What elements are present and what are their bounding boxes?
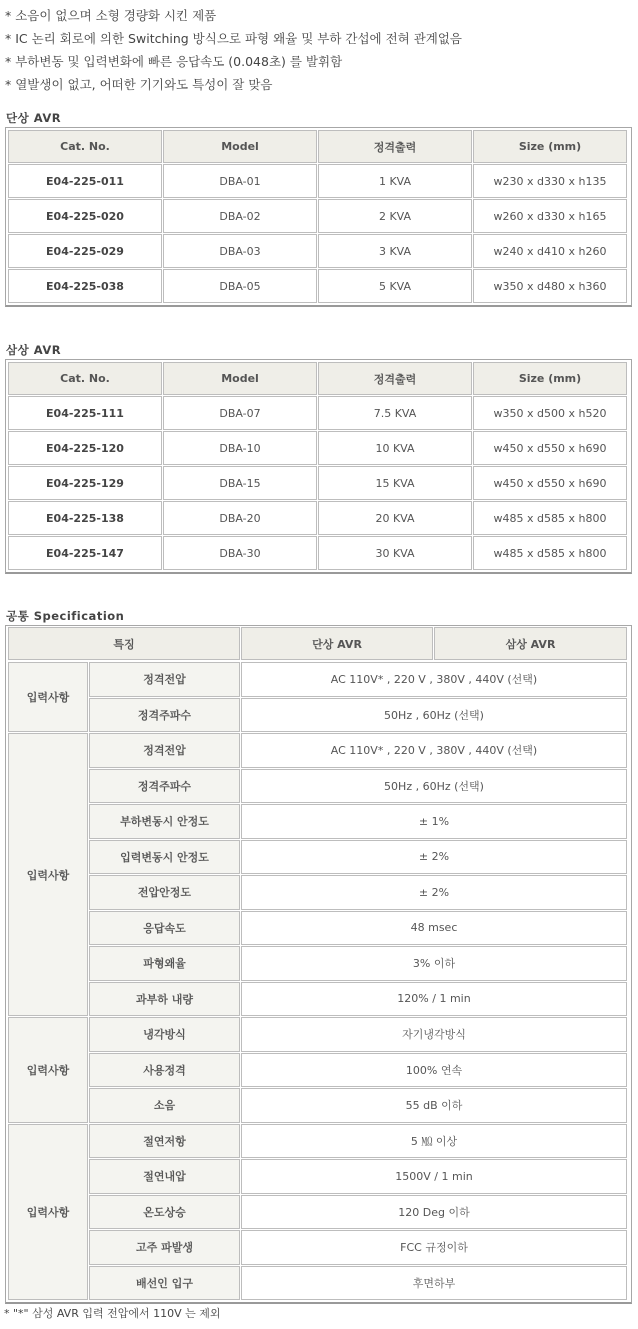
model-cell: DBA-15 [163,466,317,500]
cat-no-cell: E04-225-011 [8,164,162,198]
output-cell: 2 KVA [318,199,472,233]
model-cell: DBA-07 [163,396,317,430]
spec-item-value: 1500V / 1 min [241,1159,627,1194]
feature-item: * 부하변동 및 입력변화에 빠른 응답속도 (0.048초) 를 발휘함 [5,54,343,69]
spec-item-label: 과부하 내량 [89,982,240,1017]
spec-item-value: 50Hz , 60Hz (선택) [241,698,627,733]
spec-header-three: 삼상 AVR [434,627,627,660]
size-cell: w230 x d330 x h135 [473,164,627,198]
spec-item-label: 부하변동시 안정도 [89,804,240,839]
model-cell: DBA-30 [163,536,317,570]
spec-title: 공통 Specification [6,609,125,623]
footnote: * "*" 삼성 AVR 입력 전압에서 110V 는 제외 [4,1307,221,1320]
model-cell: DBA-10 [163,431,317,465]
group-label: 입력사항 [8,1124,88,1301]
size-cell: w485 x d585 x h800 [473,536,627,570]
column-header: Cat. No. [8,130,162,163]
output-cell: 7.5 KVA [318,396,472,430]
spec-item-value: 120% / 1 min [241,982,627,1017]
spec-item-label: 온도상승 [89,1195,240,1230]
spec-header-single: 단상 AVR [241,627,433,660]
column-header: Size (mm) [473,362,627,395]
output-cell: 30 KVA [318,536,472,570]
spec-item-label: 배선인 입구 [89,1266,240,1301]
model-cell: DBA-01 [163,164,317,198]
spec-item-value: FCC 규정이하 [241,1230,627,1265]
cat-no-cell: E04-225-038 [8,269,162,303]
column-header: Cat. No. [8,362,162,395]
spec-item-value: AC 110V* , 220 V , 380V , 440V (선택) [241,662,627,697]
spec-item-label: 정격전압 [89,662,240,697]
feature-list [5,6,462,98]
size-cell: w450 x d550 x h690 [473,431,627,465]
feature-item: * IC 논리 회로에 의한 Switching 방식으로 파형 왜율 및 부하 간섭에 전혀 관계없음 [5,31,463,46]
spec-item-value: 자기냉각방식 [241,1017,627,1052]
spec-item-label: 전압안정도 [89,875,240,910]
size-cell: w350 x d500 x h520 [473,396,627,430]
three-phase-title: 삼상 AVR [6,343,62,357]
spec-item-label: 고주 파발생 [89,1230,240,1265]
spec-item-value: ± 2% [241,840,627,875]
spec-item-label: 정격전압 [89,733,240,768]
column-header: 정격출력 [318,130,472,163]
feature-item: * 열발생이 없고, 어떠한 기기와도 특성이 잘 맞음 [5,77,273,92]
size-cell: w485 x d585 x h800 [473,501,627,535]
cat-no-cell: E04-225-120 [8,431,162,465]
cat-no-cell: E04-225-020 [8,199,162,233]
column-header: Model [163,130,317,163]
spec-item-label: 절연내압 [89,1159,240,1194]
size-cell: w260 x d330 x h165 [473,199,627,233]
group-label: 입력사항 [8,662,88,732]
spec-item-value: 120 Deg 이하 [241,1195,627,1230]
spec-item-label: 정격주파수 [89,698,240,733]
group-label: 입력사항 [8,733,88,1016]
spec-item-label: 응답속도 [89,911,240,946]
column-header: Model [163,362,317,395]
output-cell: 15 KVA [318,466,472,500]
column-header: 정격출력 [318,362,472,395]
spec-item-value: 50Hz , 60Hz (선택) [241,769,627,804]
spec-item-label: 절연저항 [89,1124,240,1159]
group-label: 입력사항 [8,1017,88,1123]
cat-no-cell: E04-225-111 [8,396,162,430]
spec-item-value: 3% 이하 [241,946,627,981]
feature-item: * 소음이 없으며 소형 경량화 시킨 제품 [5,8,217,23]
cat-no-cell: E04-225-138 [8,501,162,535]
size-cell: w240 x d410 x h260 [473,234,627,268]
spec-item-value: 55 dB 이하 [241,1088,627,1123]
spec-item-value: ± 2% [241,875,627,910]
spec-header-feature: 특징 [8,627,240,660]
spec-item-label: 정격주파수 [89,769,240,804]
single-phase-title: 단상 AVR [6,111,62,125]
spec-item-value: ± 1% [241,804,627,839]
spec-item-value: AC 110V* , 220 V , 380V , 440V (선택) [241,733,627,768]
spec-item-value: 100% 연속 [241,1053,627,1088]
output-cell: 3 KVA [318,234,472,268]
size-cell: w450 x d550 x h690 [473,466,627,500]
output-cell: 5 KVA [318,269,472,303]
model-cell: DBA-05 [163,269,317,303]
spec-item-label: 사용정격 [89,1053,240,1088]
model-cell: DBA-02 [163,199,317,233]
cat-no-cell: E04-225-029 [8,234,162,268]
cat-no-cell: E04-225-147 [8,536,162,570]
spec-item-value: 5 ㏁ 이상 [241,1124,627,1159]
spec-item-value: 48 msec [241,911,627,946]
spec-item-label: 입력변동시 안정도 [89,840,240,875]
output-cell: 20 KVA [318,501,472,535]
output-cell: 1 KVA [318,164,472,198]
spec-item-value: 후면하부 [241,1266,627,1301]
size-cell: w350 x d480 x h360 [473,269,627,303]
cat-no-cell: E04-225-129 [8,466,162,500]
output-cell: 10 KVA [318,431,472,465]
spec-item-label: 파형왜율 [89,946,240,981]
model-cell: DBA-20 [163,501,317,535]
spec-item-label: 냉각방식 [89,1017,240,1052]
column-header: Size (mm) [473,130,627,163]
model-cell: DBA-03 [163,234,317,268]
spec-item-label: 소음 [89,1088,240,1123]
